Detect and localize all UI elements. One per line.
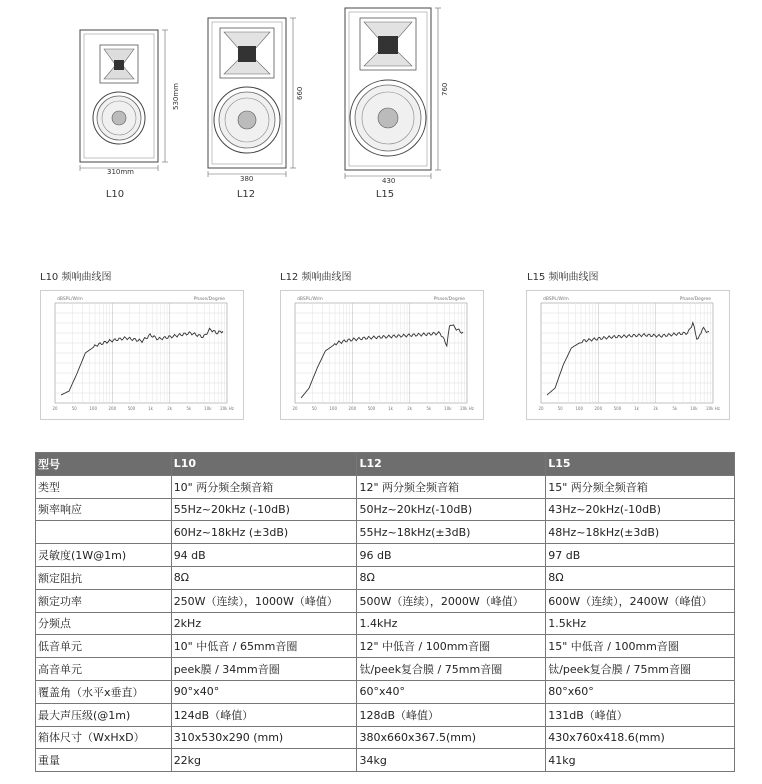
table-row [36, 680, 735, 703]
l15-model-label: L15 [375, 189, 395, 200]
table-cell: 额定阻抗 [36, 566, 172, 589]
table-cell: 60Hz~18kHz (±3dB) [171, 521, 357, 544]
table-cell: 低音单元 [36, 635, 172, 658]
table-cell: 钛/peek复合膜 / 75mm音圈 [546, 658, 735, 681]
chart-x-tick: 2k [653, 406, 659, 411]
table-cell: 55Hz~20kHz (-10dB) [171, 498, 357, 521]
chart-phase-label: Phase/Degree [433, 297, 465, 302]
chart-x-tick: 20k Hz [706, 406, 720, 411]
l12-frequency-chart [280, 290, 484, 420]
chart-x-tick: 2k [167, 406, 173, 411]
chart-x-tick: 5k [186, 406, 192, 411]
l10-model-label: L10 [105, 189, 125, 200]
table-cell: 43Hz~20kHz(-10dB) [546, 498, 735, 521]
table-cell: 96 dB [357, 544, 546, 567]
chart-x-tick: 200 [348, 406, 357, 411]
table-cell [36, 521, 172, 544]
chart-phase-label: Phase/Degree [679, 297, 711, 302]
chart-x-tick: 20 [538, 406, 544, 411]
table-cell: 箱体尺寸（WxHxD） [36, 726, 172, 749]
chart-x-tick: 1k [388, 406, 393, 411]
chart-x-tick: 100 [329, 406, 338, 411]
table-cell: 重量 [36, 749, 172, 772]
l12-width-label: 380 [240, 175, 254, 183]
chart-x-tick: 200 [108, 406, 117, 411]
table-cell: 类型 [36, 475, 172, 498]
chart-x-tick: 10k [444, 406, 452, 411]
table-cell: 15" 中低音 / 100mm音圈 [546, 635, 735, 658]
table-cell: 高音单元 [36, 658, 172, 681]
chart-x-tick: 500 [127, 406, 136, 411]
table-cell: 12" 中低音 / 100mm音圈 [357, 635, 546, 658]
table-cell: 分频点 [36, 612, 172, 635]
table-row [36, 726, 735, 749]
table-cell: 50Hz~20kHz(-10dB) [357, 498, 546, 521]
chart-x-tick: 20 [52, 406, 58, 411]
chart-x-tick: 5k [426, 406, 432, 411]
table-cell: 48Hz~18kHz(±3dB) [546, 521, 735, 544]
table-cell: 430x760x418.6(mm) [546, 726, 735, 749]
table-row [36, 635, 735, 658]
table-header-cell: L12 [357, 453, 546, 476]
speaker-l15-drawing [345, 8, 441, 179]
chart-x-tick: 1k [634, 406, 639, 411]
table-cell: 8Ω [546, 566, 735, 589]
l10-chart-title: L10 频响曲线图 [40, 272, 112, 283]
l15-frequency-chart [526, 290, 730, 420]
l15-height-label: 760 [441, 82, 449, 96]
table-cell: 10" 中低音 / 65mm音圈 [171, 635, 357, 658]
table-cell: 灵敏度(1W@1m) [36, 544, 172, 567]
table-cell: 380x660x367.5(mm) [357, 726, 546, 749]
table-row [36, 658, 735, 681]
table-cell: 1.4kHz [357, 612, 546, 635]
table-cell: 250W（连续），1000W（峰值） [171, 589, 357, 612]
chart-x-tick: 2k [407, 406, 413, 411]
table-row [36, 521, 735, 544]
table-cell: 600W（连续），2400W（峰值） [546, 589, 735, 612]
table-cell: 128dB（峰值） [357, 703, 546, 726]
chart-x-tick: 50 [71, 406, 77, 411]
l15-chart-svg [527, 291, 729, 419]
chart-x-tick: 1k [148, 406, 153, 411]
table-row [36, 749, 735, 772]
table-cell: 8Ω [171, 566, 357, 589]
table-header-cell: L15 [546, 453, 735, 476]
chart-x-tick: 500 [613, 406, 622, 411]
table-cell: 10" 两分频全频音箱 [171, 475, 357, 498]
spec-table [35, 452, 735, 772]
chart-phase-label: Phase/Degree [193, 297, 225, 302]
table-cell: 34kg [357, 749, 546, 772]
table-row [36, 566, 735, 589]
table-cell: 最大声压级(@1m) [36, 703, 172, 726]
table-cell: 钛/peek复合膜 / 75mm音圈 [357, 658, 546, 681]
table-cell: peek膜 / 34mm音圈 [171, 658, 357, 681]
speaker-l10-drawing [80, 30, 168, 171]
table-cell: 500W（连续），2000W（峰值） [357, 589, 546, 612]
l10-chart-svg [41, 291, 243, 419]
table-cell: 2kHz [171, 612, 357, 635]
l15-width-label: 430 [382, 177, 396, 185]
table-header-cell: 型号 [36, 453, 172, 476]
table-cell: 12" 两分频全频音箱 [357, 475, 546, 498]
table-row [36, 612, 735, 635]
table-cell: 97 dB [546, 544, 735, 567]
chart-x-tick: 5k [672, 406, 678, 411]
table-cell: 94 dB [171, 544, 357, 567]
table-cell: 覆盖角（水平x垂直） [36, 680, 172, 703]
table-row [36, 498, 735, 521]
table-cell: 80°x60° [546, 680, 735, 703]
chart-x-tick: 100 [575, 406, 584, 411]
l12-height-label: 660 [296, 86, 304, 100]
table-cell: 41kg [546, 749, 735, 772]
chart-x-tick: 50 [311, 406, 317, 411]
table-cell: 131dB（峰值） [546, 703, 735, 726]
table-cell: 频率响应 [36, 498, 172, 521]
table-cell: 90°x40° [171, 680, 357, 703]
table-cell: 1.5kHz [546, 612, 735, 635]
table-cell: 310x530x290 (mm) [171, 726, 357, 749]
table-cell: 55Hz~18kHz(±3dB) [357, 521, 546, 544]
table-row [36, 703, 735, 726]
table-cell: 8Ω [357, 566, 546, 589]
l10-height-label: 530mm [172, 83, 180, 110]
table-cell: 60°x40° [357, 680, 546, 703]
l10-width-label: 310mm [107, 168, 134, 176]
table-row [36, 589, 735, 612]
l15-chart-title: L15 频响曲线图 [527, 272, 599, 283]
speaker-l12-drawing [208, 18, 296, 177]
l12-chart-title: L12 频响曲线图 [280, 272, 352, 283]
chart-x-tick: 10k [690, 406, 698, 411]
speaker-drawings [0, 0, 762, 210]
table-row [36, 475, 735, 498]
chart-x-tick: 20 [292, 406, 298, 411]
table-cell: 额定功率 [36, 589, 172, 612]
chart-x-tick: 10k [204, 406, 212, 411]
chart-y-label: dBSPL/W/m [297, 297, 323, 302]
l10-frequency-chart [40, 290, 244, 420]
table-header-cell: L10 [171, 453, 357, 476]
chart-y-label: dBSPL/W/m [543, 297, 569, 302]
l12-chart-svg [281, 291, 483, 419]
chart-x-tick: 50 [557, 406, 563, 411]
table-cell: 22kg [171, 749, 357, 772]
chart-x-tick: 100 [89, 406, 98, 411]
table-header-row [36, 453, 735, 476]
chart-y-label: dBSPL/W/m [57, 297, 83, 302]
chart-x-tick: 20k Hz [460, 406, 474, 411]
chart-x-tick: 200 [594, 406, 603, 411]
table-cell: 15" 两分频全频音箱 [546, 475, 735, 498]
l12-model-label: L12 [236, 189, 256, 200]
chart-x-tick: 20k Hz [220, 406, 234, 411]
table-cell: 124dB（峰值） [171, 703, 357, 726]
table-row [36, 544, 735, 567]
chart-x-tick: 500 [367, 406, 376, 411]
